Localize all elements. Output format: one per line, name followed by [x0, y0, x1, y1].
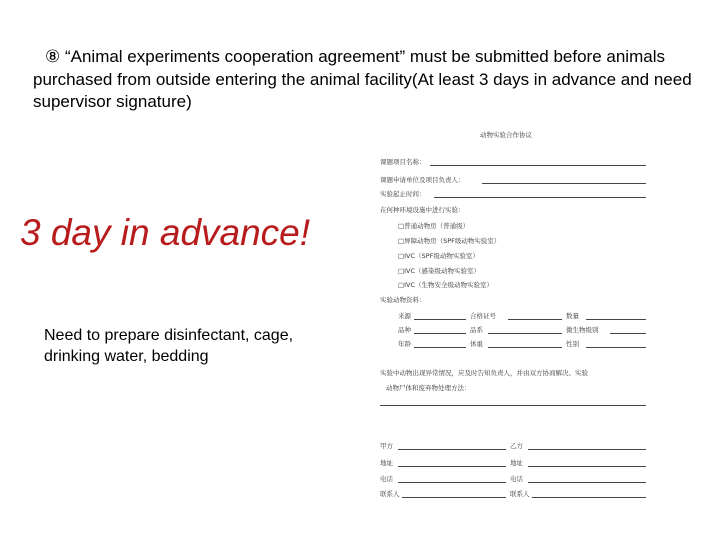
form-party-b-field: 联系人 — [510, 490, 530, 498]
form-title: 动物实验合作协议 — [480, 131, 532, 139]
form-animal-info: 实验动物资料： — [380, 296, 426, 304]
form-field-label: 微生物级别 — [566, 326, 599, 334]
form-option: □IVC（SPF级动物实验室） — [398, 252, 479, 260]
form-option: □屏障动物房（SPF级动物实验室） — [398, 237, 501, 245]
form-line — [528, 482, 646, 483]
form-applicant: 课题申请单位及项目负责人： — [380, 176, 465, 184]
form-party-a-field: 联系人 — [380, 490, 400, 498]
form-line — [414, 347, 466, 348]
agreement-form-image — [370, 125, 655, 505]
form-field-label: 合格证号 — [470, 312, 496, 320]
form-facility-level: 在何种环境设施中进行实验： — [380, 206, 465, 214]
form-line — [528, 466, 646, 467]
form-option: □IVC（感染级动物实验室） — [398, 267, 481, 275]
form-field-label: 数量 — [566, 312, 579, 320]
form-line — [488, 347, 562, 348]
preparation-note: Need to prepare disinfectant, cage, drinking water, bedding — [44, 327, 294, 365]
three-day-note: 3 day in advance! — [20, 212, 311, 253]
form-field-label: 年龄 — [398, 340, 411, 348]
form-party-b-field: 地址 — [510, 459, 523, 467]
form-line — [398, 482, 506, 483]
form-line — [532, 497, 646, 498]
form-line — [482, 183, 646, 184]
form-field-label: 体重 — [470, 340, 483, 348]
slide-heading: ⑧ “Animal experiments cooperation agreement” must be submitted before animals purchased from outside entering the animal facility(At least 3 days in advance and need supervisor signature) — [33, 47, 692, 111]
form-party-b: 乙方 — [510, 442, 523, 450]
form-line — [610, 333, 646, 334]
form-option: □普通动物房（普通级） — [398, 222, 470, 230]
form-line — [528, 449, 646, 450]
form-field-label: 来源 — [398, 312, 411, 320]
form-disposal: 动物尸体和废弃物处理方法： — [386, 384, 471, 392]
form-line — [586, 319, 646, 320]
form-field-label: 品种 — [398, 326, 411, 334]
form-line — [402, 497, 506, 498]
form-line — [398, 466, 506, 467]
form-clause: 实验中动物出现异常情况，应及时告知负责人，并由双方协商解决。实验 — [380, 369, 588, 377]
form-line — [586, 347, 646, 348]
form-line — [430, 165, 646, 166]
form-period: 实验起止时间： — [380, 190, 426, 198]
form-line — [508, 319, 562, 320]
form-project-name: 课题项目名称： — [380, 158, 426, 166]
form-party-b-field: 电话 — [510, 475, 523, 483]
form-line — [434, 197, 646, 198]
form-line — [414, 333, 466, 334]
form-party-a-field: 电话 — [380, 475, 393, 483]
form-line — [398, 449, 506, 450]
form-field-label: 品系 — [470, 326, 483, 334]
form-party-a-field: 地址 — [380, 459, 393, 467]
form-option: □IVC（生物安全级动物实验室） — [398, 281, 494, 289]
form-line — [380, 405, 646, 406]
form-line — [414, 319, 466, 320]
form-party-a: 甲方 — [380, 442, 393, 450]
form-field-label: 性别 — [566, 340, 579, 348]
form-line — [488, 333, 562, 334]
